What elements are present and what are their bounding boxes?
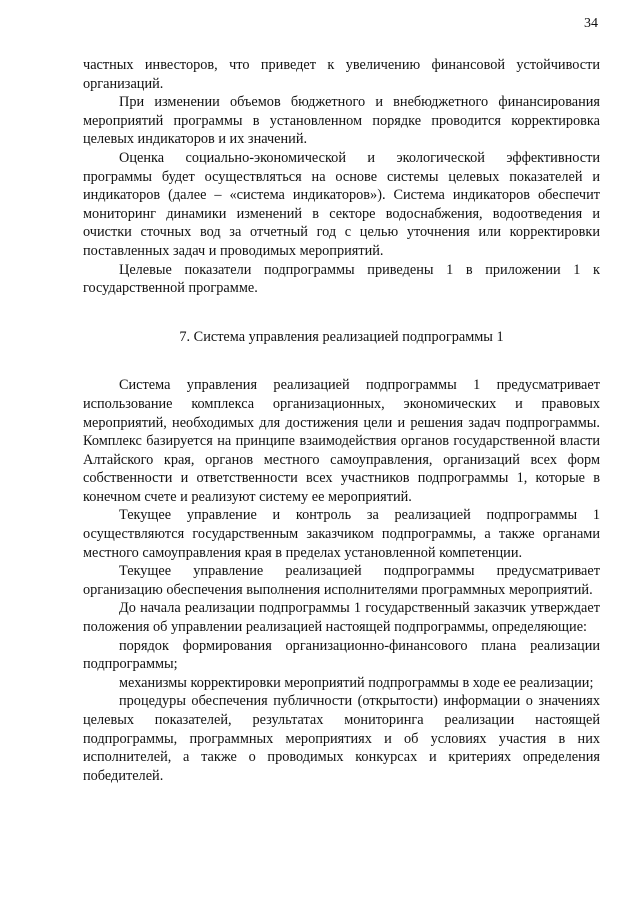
paragraph: Текущее управление и контроль за реализацией подпрограммы 1 осуществляются государственным заказчиком подпрограммы, а также органами местного самоуправления края в пределах установленной компетенции.	[83, 507, 600, 561]
paragraph: частных инвесторов, что приведет к увеличению финансовой устойчивости организаций.	[83, 57, 600, 92]
page-number: 34	[584, 16, 598, 31]
list-item: порядок формирования организационно-финансового плана реализации подпрограммы;	[83, 637, 600, 673]
paragraph: Текущее управление реализацией подпрограммы предусматривает организацию обеспечения выполнения исполнителями программных мероприятий.	[83, 563, 600, 598]
paragraph: Целевые показатели подпрограммы приведены 1 в приложении 1 к государственной программе.	[83, 261, 600, 297]
document-body	[83, 56, 600, 785]
section-heading: 7. Система управления реализацией подпрограммы 1	[179, 328, 504, 345]
list-item: механизмы корректировки мероприятий подпрограммы в ходе ее реализации;	[119, 674, 594, 691]
paragraph: Система управления реализацией подпрограммы 1 предусматривает использование комплекса организационных, экономических и правовых мероприятий, необходимых для достижения цели и решения задач подпрограммы. Комплекс базируется на принципе взаимодействия органов государственной власти Алтайского края, органов местного самоуправления, организаций всех форм собственности и ответственности всех участников подпрограммы 1, которые в конечном счете и реализуют систему ее мероприятий.	[83, 377, 600, 505]
paragraph: Оценка социально-экономической и экологической эффективности программы будет осуществляться на основе системы целевых показателей и индикаторов (далее – «система индикаторов»). Система индикаторов обеспечит мониторинг динамики изменений в секторе водоснабжения, водоотведения и очистки сточных вод за отчетный год с целью уточнения или корректировки поставленных задач и проводимых мероприятий.	[83, 149, 600, 259]
paragraph: При изменении объемов бюджетного и внебюджетного финансирования мероприятий программы в установленном порядке проводится корректировка целевых индикаторов и их значений.	[83, 94, 600, 148]
paragraph: До начала реализации подпрограммы 1 государственный заказчик утверждает положения об управлении реализацией настоящей подпрограммы, определяющие:	[83, 600, 600, 636]
list-item: процедуры обеспечения публичности (открытости) информации о значениях целевых показателей, результатах мониторинга реализации настоящей подпрограммы, программных мероприятиях и об условиях участия в них исполнителей, а также о проводимых конкурсах и критериях определения победителей.	[83, 693, 600, 784]
